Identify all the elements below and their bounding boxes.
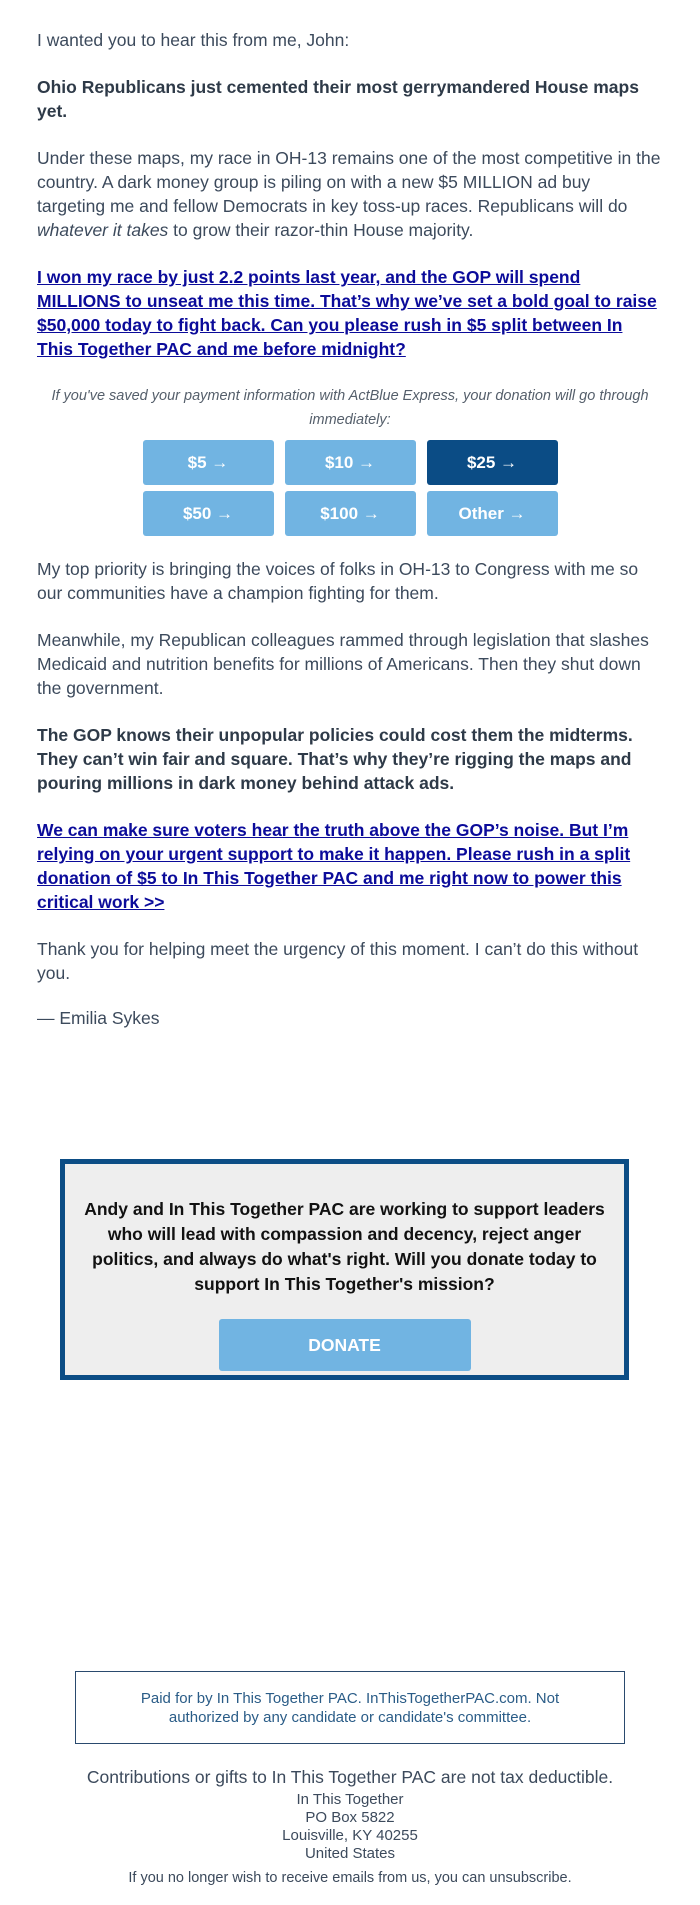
footer-city: Louisville, KY 40255 <box>282 1827 418 1844</box>
greeting: I wanted you to hear this from me, John: <box>37 30 350 50</box>
donate-button[interactable]: DONATE <box>219 1319 471 1371</box>
paragraph-priority: My top priority is bringing the voices of folks in OH-13 to Congress with me so our communities have a champion fighting for them. <box>37 559 639 603</box>
paid-for-disclaimer <box>75 1671 625 1744</box>
paragraph-gop-bold: The GOP knows their unpopular policies could cost them the midterms. They can’t win fair and square. That’s why they’re rigging the maps and pouring millions in dark money behind attack ads. <box>37 725 633 793</box>
promo-box <box>60 1159 629 1380</box>
amount-button-5[interactable]: $5 → <box>143 440 274 485</box>
amount-button-10[interactable]: $10 → <box>285 440 416 485</box>
footer-country: United States <box>304 1845 396 1862</box>
footer-org-name: In This Together <box>296 1791 404 1808</box>
paragraph-maps-text-1: Under these maps, my race in OH-13 remains one of the most competitive in the country. A dark money group is piling on with a new $5 MILLION ad buy targeting me and fellow Democrats in key toss-up races. Republicans will do <box>37 148 661 216</box>
amount-button-100[interactable]: $100 → <box>285 491 416 536</box>
donate-ask-link-1[interactable]: I won my race by just 2.2 points last year, and the GOP will spend MILLIONS to unseat me this time. That’s why we’ve set a bold goal to raise $50,000 today to fight back. Can you please rush in $5 split between In This Together PAC and me before midnight? <box>37 267 657 359</box>
lead-headline: Ohio Republicans just cemented their most gerrymandered House maps yet. <box>37 77 639 121</box>
paid-for-text: Paid for by In This Together PAC. InThisTogetherPAC.com. Not authorized by any candidate or candidate's committee. <box>140 1689 560 1726</box>
paragraph-maps-text-2: to grow their razor-thin House majority. <box>168 220 474 240</box>
amount-button-grid <box>37 440 663 536</box>
donate-ask-link-2[interactable]: We can make sure voters hear the truth above the GOP’s noise. But I’m relying on your urgent support to make it happen. Please rush in a split donation of $5 to In This Together PAC and me right now to power this critical work >> <box>37 820 631 912</box>
actblue-express-note: If you've saved your payment information with ActBlue Express, your donation will go through immediately: <box>51 388 649 428</box>
amount-button-50[interactable]: $50 → <box>143 491 274 536</box>
footer <box>0 1765 700 1887</box>
amount-button-other[interactable]: Other → <box>427 491 558 536</box>
footer-po-box: PO Box 5822 <box>305 1809 395 1826</box>
paragraph-medicaid: Meanwhile, my Republican colleagues rammed through legislation that slashes Medicaid and nutrition benefits for millions of Americans. Then they shut down the government. <box>37 630 649 698</box>
unsubscribe-link[interactable]: If you no longer wish to receive emails from us, you can unsubscribe. <box>128 1870 572 1886</box>
promo-text: Andy and In This Together PAC are working to support leaders who will lead with compassion and decency, reject anger politics, and always do what's right. Will you donate today to support In This Together's mission? <box>84 1199 605 1294</box>
amount-button-25[interactable]: $25 → <box>427 440 558 485</box>
paragraph-maps-emphasis: whatever it takes <box>37 220 169 240</box>
not-tax-deductible-notice: Contributions or gifts to In This Together PAC are not tax deductible. <box>86 1767 614 1787</box>
paragraph-thanks: Thank you for helping meet the urgency of this moment. I can’t do this without you. <box>37 939 639 983</box>
signature: — Emilia Sykes <box>37 1008 160 1028</box>
paragraph-maps <box>37 146 663 242</box>
